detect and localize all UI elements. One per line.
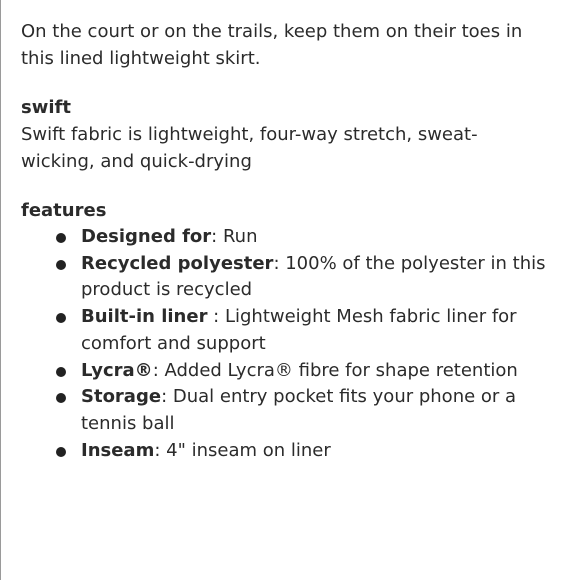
feature-text: : Run (211, 226, 258, 247)
bullet-icon (56, 260, 66, 270)
feature-item-designed-for (21, 224, 551, 251)
feature-title: Lycra® (81, 359, 153, 381)
features-heading: features (21, 200, 107, 221)
left-border-line (0, 0, 1, 580)
feature-text: : Dual entry pocket fits your phone or a tennis ball (81, 386, 517, 434)
feature-text: : 100% of the polyester in this product is recycled (81, 252, 546, 301)
bullet-icon (56, 233, 66, 243)
feature-title: Recycled polyester (81, 252, 274, 274)
feature-item-recycled-polyester (21, 251, 551, 304)
feature-title: Built-in liner (81, 306, 208, 328)
feature-item-built-in-liner (21, 304, 551, 357)
bullet-icon (56, 313, 66, 323)
product-description (21, 18, 551, 464)
intro-text: On the court or on the trails, keep them on their toes in this lined lightweight skirt. (21, 21, 523, 69)
feature-title: Inseam (81, 439, 155, 461)
feature-text: : 4" inseam on liner (154, 439, 331, 461)
bullet-icon (56, 447, 66, 457)
swift-text: Swift fabric is lightweight, four-way stretch, sweat-wicking, and quick-drying (21, 124, 478, 172)
bullet-icon (56, 367, 66, 377)
features-list (21, 224, 551, 464)
feature-text: : Added Lycra® fibre for shape retention (152, 359, 518, 381)
feature-item-lycra (21, 358, 551, 385)
swift-heading: swift (21, 97, 71, 118)
feature-text: : Lightweight Mesh fabric liner for comfort and support (81, 306, 517, 354)
feature-item-storage (21, 384, 551, 437)
feature-title: Designed for (81, 226, 212, 247)
feature-item-inseam (21, 438, 551, 465)
feature-title: Storage (81, 386, 162, 408)
bullet-icon (56, 393, 66, 403)
